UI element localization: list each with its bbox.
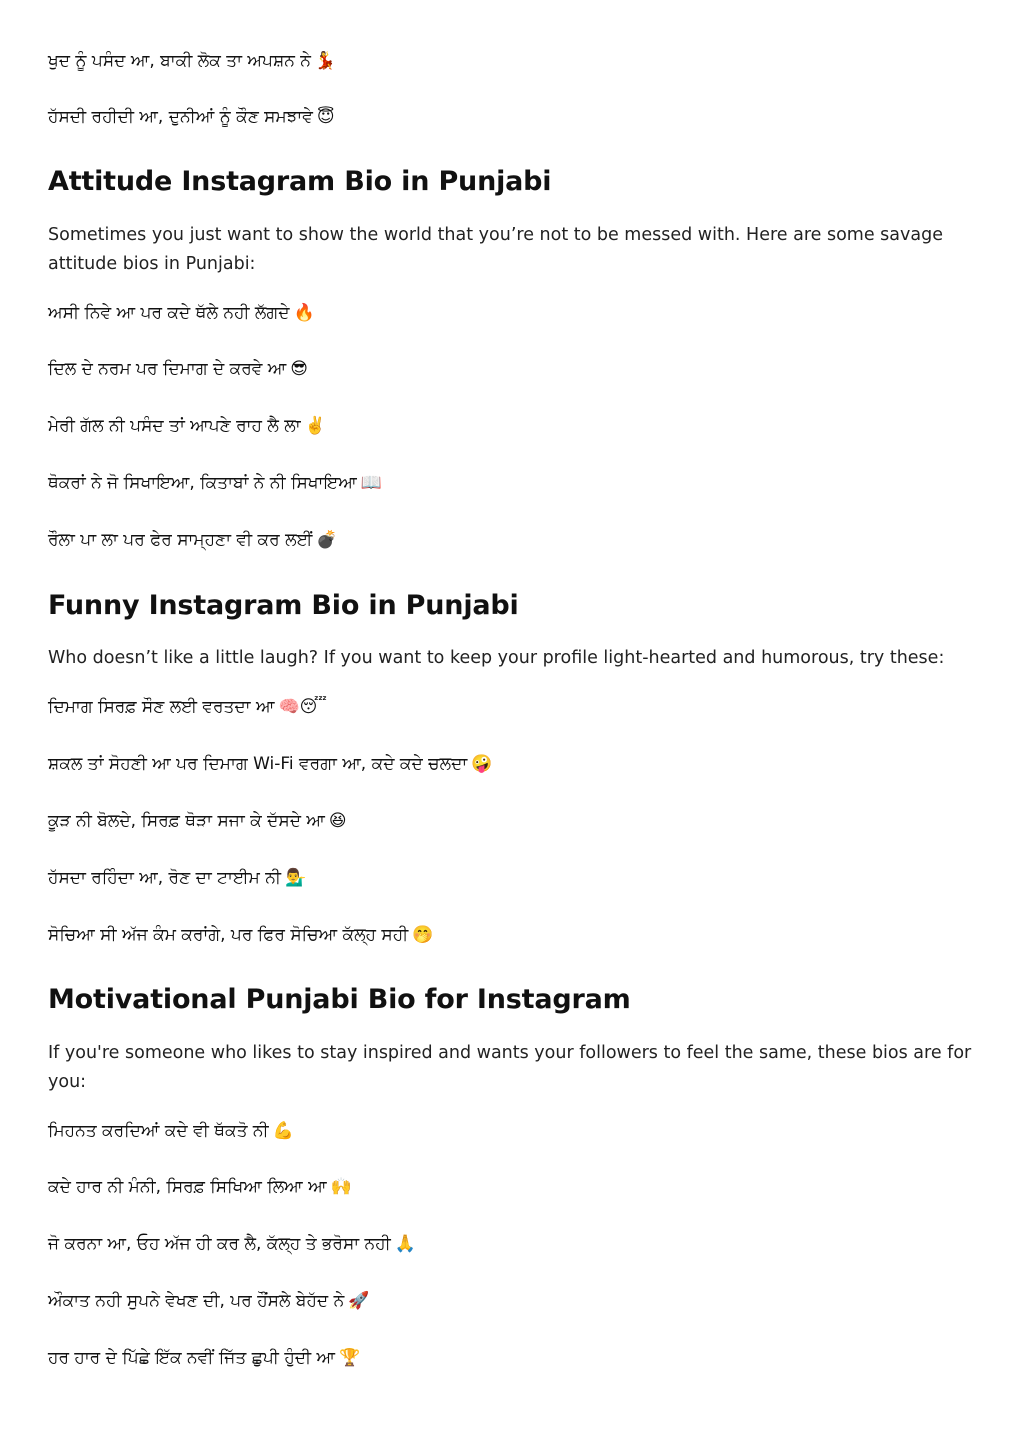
hand-over-mouth-emoji: 🤭: [412, 925, 434, 945]
bio-line: [48, 924, 433, 946]
bio-text: ਰੌਲਾ ਪਾ ਲਾ ਪਰ ਫੇਰ ਸਾਮ੍ਹਣਾ ਵੀ ਕਰ ਲਈਂ: [48, 530, 313, 550]
bio-line: [48, 1176, 352, 1198]
bio-text: ਮੇਰੀ ਗੱਲ ਨੀ ਪਸੰਦ ਤਾਂ ਆਪਣੇ ਰਾਹ ਲੈ ਲਾ: [48, 416, 301, 436]
bio-text: ਹਰ ਹਾਰ ਦੇ ਪਿੱਛੇ ਇੱਕ ਨਵੀਂ ਜਿੱਤ ਛੁਪੀ ਹੁੰਦੀ ਆ: [48, 1348, 336, 1368]
sunglasses-emoji: 😎: [290, 359, 309, 379]
bio-line: [48, 696, 327, 718]
person-tipping-hand-emoji: 💁‍♂️: [284, 868, 307, 888]
section-heading-attitude: Attitude Instagram Bio in Punjabi: [48, 166, 552, 197]
fire-emoji: 🔥: [293, 303, 315, 323]
bio-emoji: 😇: [316, 107, 335, 127]
bio-text: ਸੋਚਿਆ ਸੀ ਅੱਜ ਕੰਮ ਕਰਾਂਗੇ, ਪਰ ਫਿਰ ਸੋਚਿਆ ਕੱਲ੍ਹ ਸਹੀ: [48, 925, 409, 945]
bio-text: ਔਕਾਤ ਨਹੀ ਸੁਪਨੇ ਵੇਖਣ ਦੀ, ਪਰ ਹੌਂਸਲੇ ਬੇਹੱਦ ਨੇ: [48, 1291, 345, 1311]
bio-line: [48, 358, 308, 380]
bomb-emoji: 💣: [316, 530, 338, 550]
bio-line: [48, 415, 326, 437]
bio-text: ਖੁਦ ਨੂੰ ਪਸੰਦ ਆ, ਬਾਕੀ ਲੋਕ ਤਾ ਅਪਸ਼ਨ ਨੇ: [48, 51, 311, 71]
bio-line: [48, 302, 315, 324]
bio-text: ਥੋਕਰਾਂ ਨੇ ਜੋ ਸਿਖਾਇਆ, ਕਿਤਾਬਾਂ ਨੇ ਨੀ ਸਿਖਾਇਆ: [48, 473, 357, 493]
bio-text: ਮਿਹਨਤ ਕਰਦਿਆਂ ਕਦੇ ਵੀ ਥੱਕਤੋ ਨੀ: [48, 1121, 269, 1141]
bio-line: [48, 106, 335, 128]
section-heading-funny: Funny Instagram Bio in Punjabi: [48, 590, 519, 621]
flexed-biceps-emoji: 💪: [272, 1121, 294, 1141]
bio-line: [48, 1120, 294, 1142]
book-emoji: 📖: [360, 473, 382, 493]
trophy-emoji: 🏆: [339, 1348, 361, 1368]
bio-text: ਹੱਸਦੀ ਰਹੀਦੀ ਆ, ਦੁਨੀਆਂ ਨੂੰ ਕੌਣ ਸਮਝਾਵੇ: [48, 107, 313, 127]
bio-line: [48, 50, 336, 72]
bio-text: ਹੱਸਦਾ ਰਹਿੰਦਾ ਆ, ਰੋਣ ਦਾ ਟਾਈਮ ਨੀ: [48, 868, 281, 888]
rocket-emoji: 🚀: [348, 1291, 370, 1311]
bio-line: [48, 867, 306, 889]
section-heading-motivational: Motivational Punjabi Bio for Instagram: [48, 984, 631, 1015]
bio-line: [48, 753, 492, 775]
victory-hand-emoji: ✌️: [304, 416, 326, 436]
bio-line: [48, 1290, 369, 1312]
section-intro-funny: Who doesn’t like a little laugh? If you want to keep your profile light-hearted and humorous, try these:: [48, 648, 945, 668]
raising-hands-emoji: 🙌: [330, 1177, 352, 1197]
bio-text: ਦਿਮਾਗ ਸਿਰਫ਼ ਸੌਣ ਲਈ ਵਰਤਦਾ ਆ: [48, 697, 275, 717]
bio-line: [48, 1347, 360, 1369]
bio-text: ਜੋ ਕਰਨਾ ਆ, ਓਹ ਅੱਜ ਹੀ ਕਰ ਲੈ, ਕੱਲ੍ਹ ਤੇ ਭਰੋਸਾ ਨਹੀ: [48, 1234, 391, 1254]
bio-text: ਸ਼ਕਲ ਤਾਂ ਸੋਹਣੀ ਆ ਪਰ ਦਿਮਾਗ Wi-Fi ਵਰਗਾ ਆ, ਕਦੇ ਕਦੇ ਚਲਦਾ: [48, 754, 468, 774]
bio-line: [48, 1233, 416, 1255]
bio-text: ਅਸੀ ਨਿਵੇ ਆ ਪਰ ਕਦੇ ਥੱਲੇ ਨਹੀ ਲੱਗਦੇ: [48, 303, 290, 323]
bio-text: ਕੂੜ ਨੀ ਬੋਲਦੇ, ਸਿਰਫ਼ ਥੋੜਾ ਸਜਾ ਕੇ ਦੱਸਦੇ ਆ: [48, 811, 325, 831]
folded-hands-emoji: 🙏: [394, 1234, 416, 1254]
bio-line: [48, 529, 338, 551]
zany-face-emoji: 🤪: [471, 754, 493, 774]
laughing-face-emoji: 😆: [328, 811, 347, 831]
bio-line: [48, 810, 347, 832]
brain-sleeping-emoji: 🧠😴: [278, 697, 327, 717]
section-intro-attitude: Sometimes you just want to show the world that you’re not to be messed with. Here are some savage attitude bios in Punjabi:: [48, 225, 943, 274]
bio-emoji: 💃: [314, 51, 337, 71]
bio-line: [48, 472, 382, 494]
bio-text: ਕਦੇ ਹਾਰ ਨੀ ਮੰਨੀ, ਸਿਰਫ਼ ਸਿਖਿਆ ਲਿਆ ਆ: [48, 1177, 327, 1197]
bio-text: ਦਿਲ ਦੇ ਨਰਮ ਪਰ ਦਿਮਾਗ ਦੇ ਕਰਵੇ ਆ: [48, 359, 287, 379]
section-intro-motivational: If you're someone who likes to stay inspired and wants your followers to feel the same, these bios are for you:: [48, 1043, 972, 1092]
